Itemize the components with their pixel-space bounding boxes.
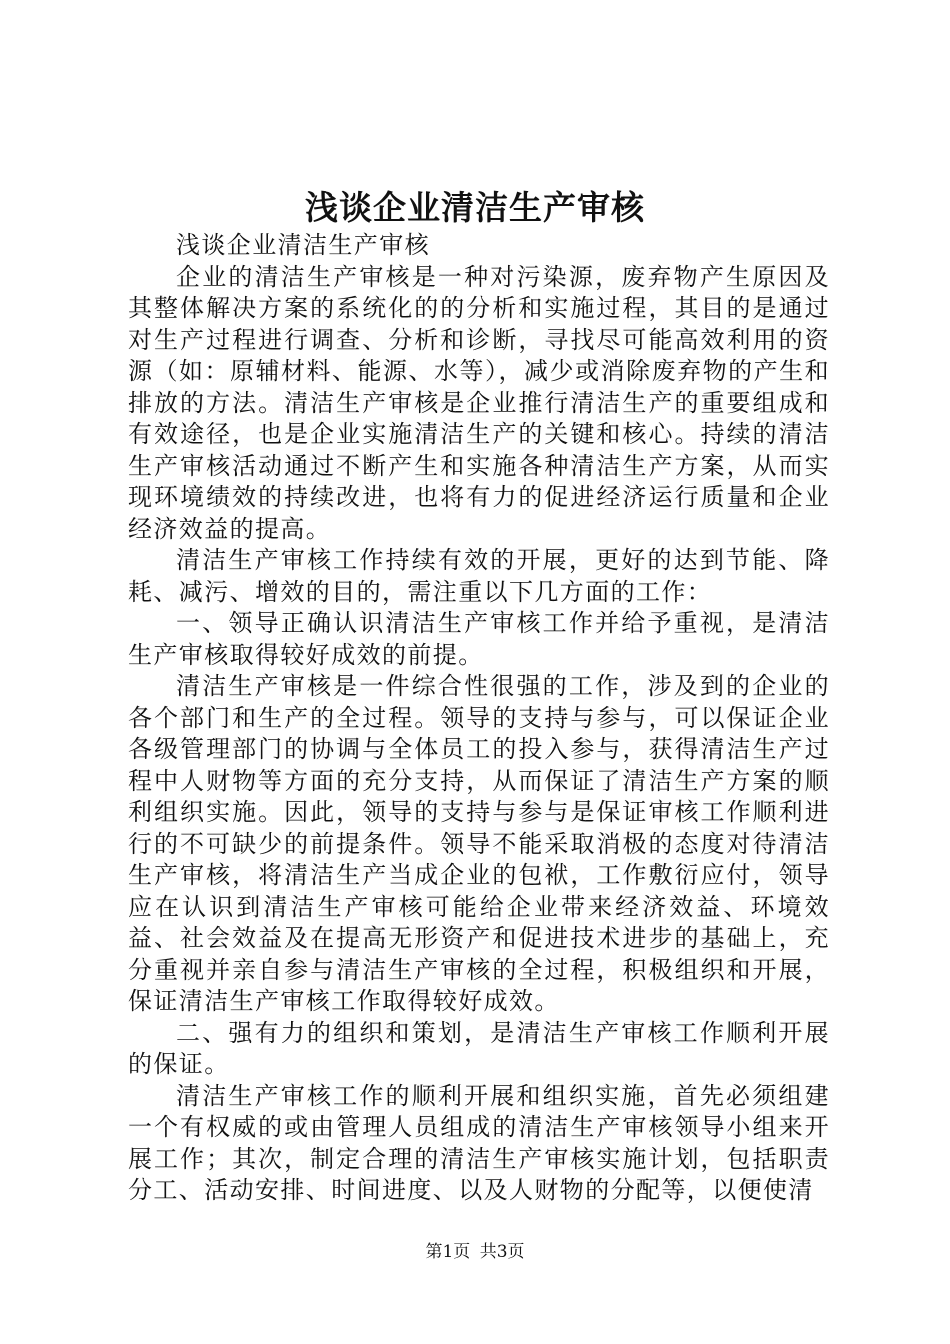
paragraph-overview: 清洁生产审核工作持续有效的开展，更好的达到节能、降耗、减污、增效的目的，需注重以下几方面的工作：	[128, 546, 830, 606]
paragraph-section-2-body: 清洁生产审核工作的顺利开展和组织实施，首先必须组建一个有权威的或由管理人员组成的清洁生产审核领导小组来开展工作；其次，制定合理的清洁生产审核实施计划，包括职责分工、活动安排、时间进度、以及人财物的分配等，以便使清	[128, 1081, 830, 1204]
page-footer	[0, 1240, 950, 1264]
paragraph-section-1-heading: 一、领导正确认识清洁生产审核工作并给予重视，是清洁生产审核取得较好成效的前提。	[128, 609, 830, 669]
paragraph-subtitle: 浅谈企业清洁生产审核	[176, 231, 430, 259]
page-total: 共3页	[479, 1242, 525, 1262]
paragraph-intro: 企业的清洁生产审核是一种对污染源，废弃物产生原因及其整体解决方案的系统化的的分析和实施过程，其目的是通过对生产过程进行调查、分析和诊断，寻找尽可能高效利用的资源（如：原辅材料、能源、水等），减少或消除废弃物的产生和排放的方法。清洁生产审核是企业推行清洁生产的重要组成和有效途径，也是企业实施清洁生产的关键和核心。持续的清洁生产审核活动通过不断产生和实施各种清洁生产方案，从而实现环境绩效的持续改进，也将有力的促进经济运行质量和企业经济效益的提高。	[128, 262, 830, 543]
paragraph-section-1-body: 清洁生产审核是一件综合性很强的工作，涉及到的企业的各个部门和生产的全过程。领导的支持与参与，可以保证企业各级管理部门的协调与全体员工的投入参与，获得清洁生产过程中人财物等方面的充分支持，从而保证了清洁生产方案的顺利组织实施。因此，领导的支持与参与是保证审核工作顺利进行的不可缺少的前提条件。领导不能采取消极的态度对待清洁生产审核，将清洁生产当成企业的包袱，工作敷衍应付，领导应在认识到清洁生产审核可能给企业带来经济效益、环境效益、社会效益及在提高无形资产和促进技术进步的基础上，充分重视并亲自参与清洁生产审核的全过程，积极组织和开展，保证清洁生产审核工作取得较好成效。	[128, 672, 830, 1015]
document-body	[128, 230, 830, 1207]
document-title: 浅谈企业清洁生产审核	[305, 188, 645, 227]
paragraph-section-2-heading: 二、强有力的组织和策划，是清洁生产审核工作顺利开展的保证。	[128, 1018, 830, 1078]
page-number: 第1页	[425, 1242, 471, 1262]
